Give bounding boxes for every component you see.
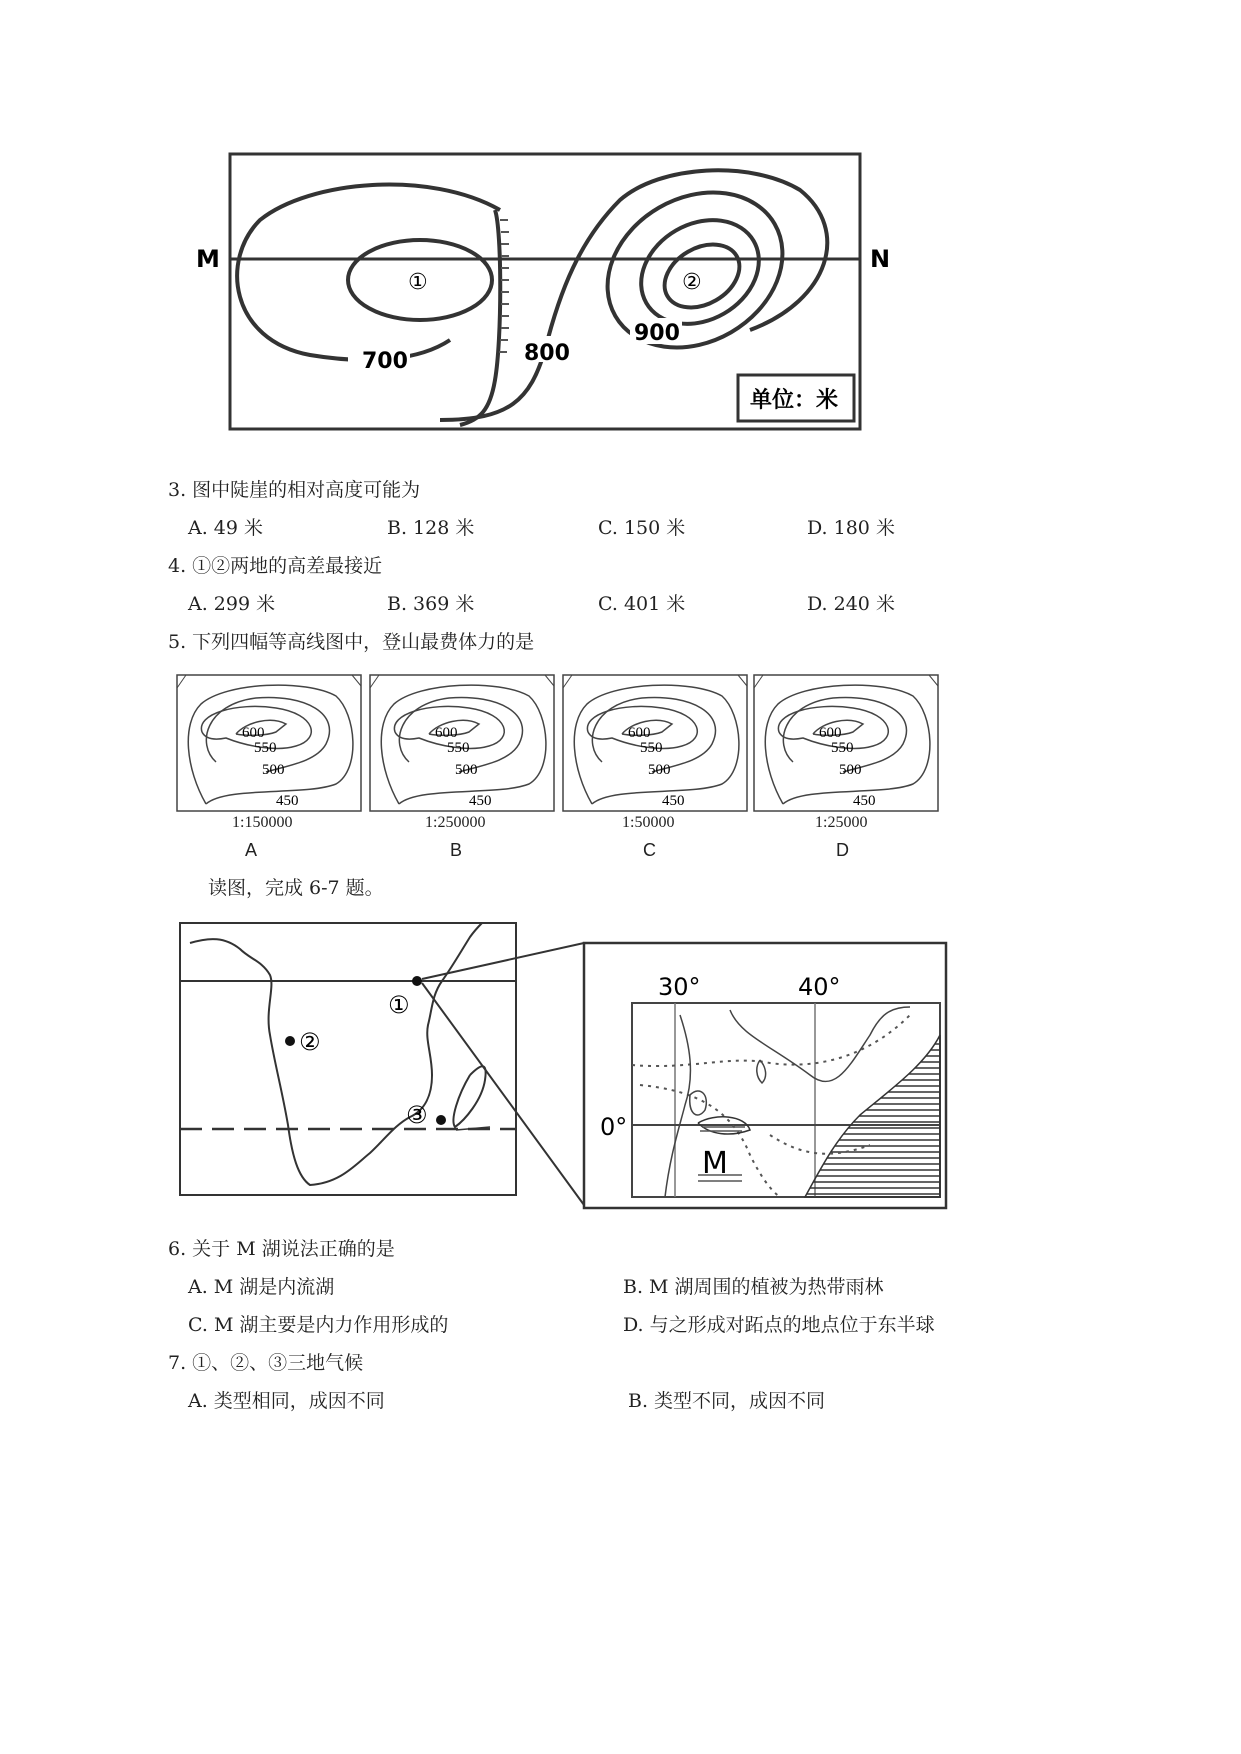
contour-map-figure [190,150,910,440]
question-4-stem: 4. ①②两地的高差最接近 [168,555,383,577]
svg-text:500: 500 [839,762,862,778]
inset-lon-30-label: 30° [658,973,701,1001]
q6-option-d[interactable]: D. 与之形成对跖点的地点位于东半球 [623,1314,935,1336]
svg-text:450: 450 [469,793,492,809]
unit-label: 单位：米 [750,388,839,413]
q5-map-a-scale: 1:150000 [232,814,293,831]
question-5-stem: 5. 下列四幅等高线图中，登山最费体力的是 [168,631,535,653]
q6-option-a[interactable]: A. M 湖是内流湖 [188,1276,335,1298]
africa-coastline [190,923,482,1185]
svg-text:550: 550 [640,740,663,756]
q7-option-b[interactable]: B. 类型不同，成因不同 [628,1390,826,1412]
inset-lake-label: M [702,1146,728,1181]
q6-option-b[interactable]: B. M 湖周围的植被为热带雨林 [623,1276,884,1298]
q5-map-a-svg [176,674,362,814]
svg-text:450: 450 [853,793,876,809]
q5-map-b-letter: B [450,840,463,860]
africa-map-frame [180,923,516,1195]
q6-option-c[interactable]: C. M 湖主要是内力作用形成的 [188,1314,449,1336]
cliff-line [460,210,500,425]
q5-map-c[interactable] [562,674,748,864]
q5-map-a[interactable] [176,674,362,864]
svg-text:550: 550 [831,740,854,756]
q5-map-d-scale: 1:25000 [815,814,868,831]
point-2-dot [285,1036,295,1046]
label-n: N [870,245,891,273]
svg-text:450: 450 [662,793,685,809]
point-1-dot [412,976,422,986]
svg-text:550: 550 [254,740,277,756]
reading-intro: 读图，完成 6-7 题。 [208,877,384,899]
fig2-point-3: ③ [406,1101,428,1129]
svg-text:500: 500 [648,762,671,778]
q3-option-d[interactable]: D. 180 米 [807,517,895,539]
q5-map-d-letter: D [836,840,849,860]
q5-map-d[interactable] [753,674,939,864]
contour-outer-left [237,185,500,360]
fig2-point-1: ① [388,991,410,1019]
q4-option-b[interactable]: B. 369 米 [387,593,475,615]
africa-map-figure [170,915,955,1215]
fig2-point-2: ② [299,1028,321,1056]
madagascar [453,1066,485,1127]
q5-map-a-letter: A [245,840,258,860]
contour-label-900: 900 [634,321,680,346]
point-1-label: ① [408,270,428,295]
q3-option-b[interactable]: B. 128 米 [387,517,475,539]
q3-option-c[interactable]: C. 150 米 [598,517,686,539]
svg-text:550: 550 [447,740,470,756]
q5-map-b[interactable] [369,674,555,864]
svg-text:600: 600 [819,725,842,741]
point-2-label: ② [682,270,702,295]
point-3-dot [436,1115,446,1125]
inset-lon-40-label: 40° [798,973,841,1001]
q4-option-d[interactable]: D. 240 米 [807,593,895,615]
q5-map-c-letter: C [643,840,656,860]
question-6-stem: 6. 关于 M 湖说法正确的是 [168,1238,395,1260]
q5-map-b-svg [369,674,555,814]
svg-text:450: 450 [276,793,299,809]
contour-label-800: 800 [524,341,570,366]
q5-map-c-svg [562,674,748,814]
q5-map-c-scale: 1:50000 [622,814,675,831]
svg-text:500: 500 [262,762,285,778]
q3-option-a[interactable]: A. 49 米 [188,517,264,539]
q4-option-c[interactable]: C. 401 米 [598,593,686,615]
svg-text:500: 500 [455,762,478,778]
svg-text:600: 600 [628,725,651,741]
label-m: M [196,245,220,273]
q4-option-a[interactable]: A. 299 米 [188,593,276,615]
q5-map-b-scale: 1:250000 [425,814,486,831]
svg-text:600: 600 [435,725,458,741]
q5-map-d-svg [753,674,939,814]
question-3-stem: 3. 图中陡崖的相对高度可能为 [168,479,421,501]
q7-option-a[interactable]: A. 类型相同，成因不同 [188,1390,385,1412]
question-7-stem: 7. ①、②、③三地气候 [168,1352,364,1374]
inset-lat-0-label: 0° [600,1113,628,1141]
svg-text:600: 600 [242,725,265,741]
contour-label-700: 700 [362,349,408,374]
q5-maps-row [176,674,942,864]
